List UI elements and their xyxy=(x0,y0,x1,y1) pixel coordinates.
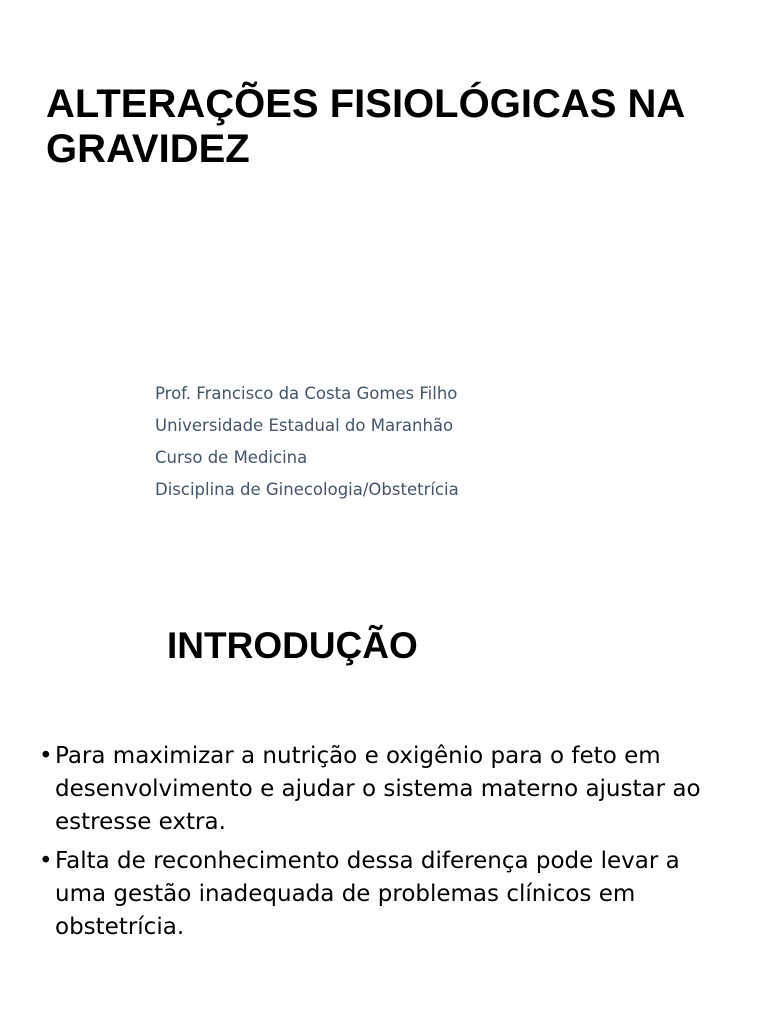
bullet-marker: • xyxy=(39,743,53,769)
university-name: Universidade Estadual do Maranhão xyxy=(155,416,454,435)
bullet-list xyxy=(36,740,736,950)
author-name: Prof. Francisco da Costa Gomes Filho xyxy=(155,384,458,403)
introduction-slide xyxy=(0,560,768,1024)
bullet-text: Para maximizar a nutrição e oxigênio para o feto em desenvolvimento e ajudar o sistema materno ajustar ao estresse extra. xyxy=(55,743,701,835)
discipline-name: Disciplina de Ginecologia/Obstetrícia xyxy=(155,480,459,499)
bullet-text: Falta de reconhecimento dessa diferença pode levar a uma gestão inadequada de problemas clínicos em obstetrícia. xyxy=(55,848,680,940)
course-name: Curso de Medicina xyxy=(155,448,308,467)
bullet-marker: • xyxy=(39,848,53,874)
bullet-item xyxy=(36,845,736,944)
bullet-item xyxy=(36,740,736,839)
author-info xyxy=(155,378,715,506)
presentation-title: ALTERAÇÕES FISIOLÓGICAS NA GRAVIDEZ xyxy=(46,82,684,171)
section-heading: INTRODUÇÃO xyxy=(167,625,418,666)
